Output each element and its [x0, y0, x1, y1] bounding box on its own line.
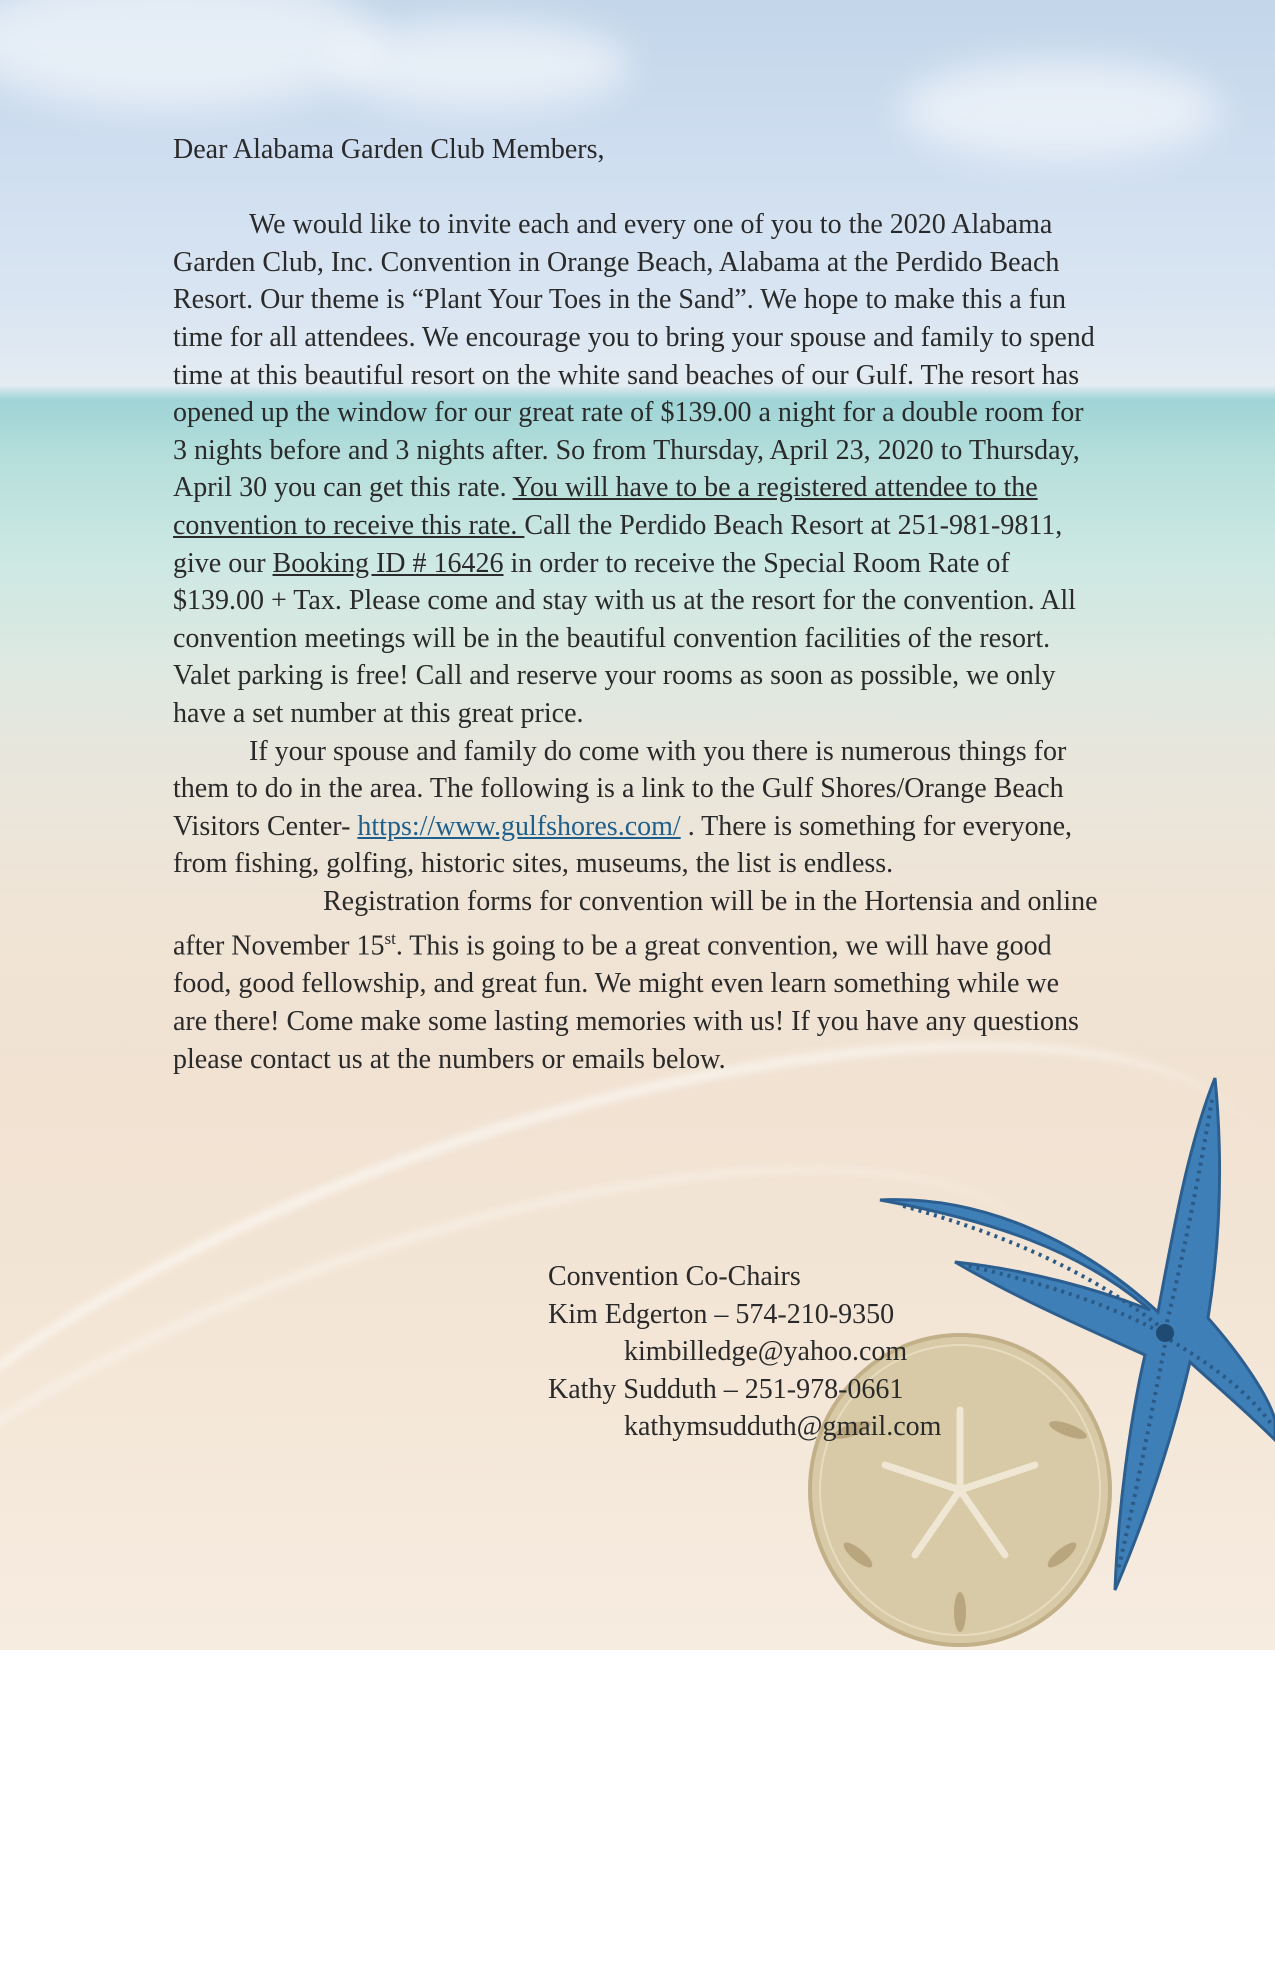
signature-block — [548, 1258, 941, 1446]
paragraph-text: We would like to invite each and every one of you to the 2020 Alabama Garden Club, Inc. Convention in Orange Beach, Alabama at the Perdido Beach Resort. Our theme is “Plant Your Toes in the Sand”. We hope to make this a fun time for all attendees. We encourage you to bring your spouse and family to spend time at this beautiful resort on the white sand beaches of our Gulf. The resort has opened up the window for our great rate of $139.00 a night for a double room for 3 nights before and 3 nights after. So from Thursday, April 23, 2020 to Thursday, April 30 you can get this rate. — [173, 209, 1095, 504]
email-kathy: kathymsudduth@gmail.com — [624, 1411, 942, 1443]
email-kim: kimbilledge@yahoo.com — [624, 1336, 908, 1368]
underlined-notice: You will have to be a registered attendee to the convention to receive this rate. — [173, 472, 1038, 541]
booking-id: Booking ID # 16426 — [272, 547, 504, 579]
paragraph-text: in order to receive the Special Room Rate of $139.00 + Tax. Please come and stay with us at the resort for the convention. All convention meetings will be in the beautiful convention facilities of the resort. Valet parking is free! Call and reserve your rooms as soon as possible, we only have a set number at this great price. — [173, 547, 1076, 729]
paragraph-text: Registration forms for convention will be in the Hortensia and online after November 15 — [173, 885, 1098, 962]
paragraph-activities — [173, 733, 1098, 883]
paragraph-text: If your spouse and family do come with you there is numerous things for them to do in the area. The following is a link to the Gulf Shores/Orange Beach Visitors Center- — [173, 735, 1067, 842]
paragraph-registration — [173, 883, 1098, 1078]
contact-kathy: Kathy Sudduth – 251-978-0661 — [548, 1373, 904, 1405]
visitors-center-link[interactable]: https://www.gulfshores.com/ — [357, 810, 681, 842]
letter-body — [173, 131, 1098, 1078]
ordinal-suffix: st — [384, 929, 396, 949]
paragraph-invitation — [173, 206, 1098, 732]
salutation: Dear Alabama Garden Club Members, — [173, 134, 605, 165]
contact-kim: Kim Edgerton – 574-210-9350 — [548, 1298, 895, 1330]
paragraph-text: Call the Perdido Beach Resort at 251-981-9811, give our — [173, 509, 1063, 579]
signature-title: Convention Co-Chairs — [548, 1261, 801, 1292]
paragraph-text: . There is something for everyone, from fishing, golfing, historic sites, museums, the list is endless. — [173, 810, 1073, 880]
paragraph-text: . This is going to be a great convention, we will have good food, good fellowship, and great fun. We might even learn something while we are there! Come make some lasting memories with us! If you have any questions please contact us at the numbers or emails below. — [173, 930, 1079, 1075]
